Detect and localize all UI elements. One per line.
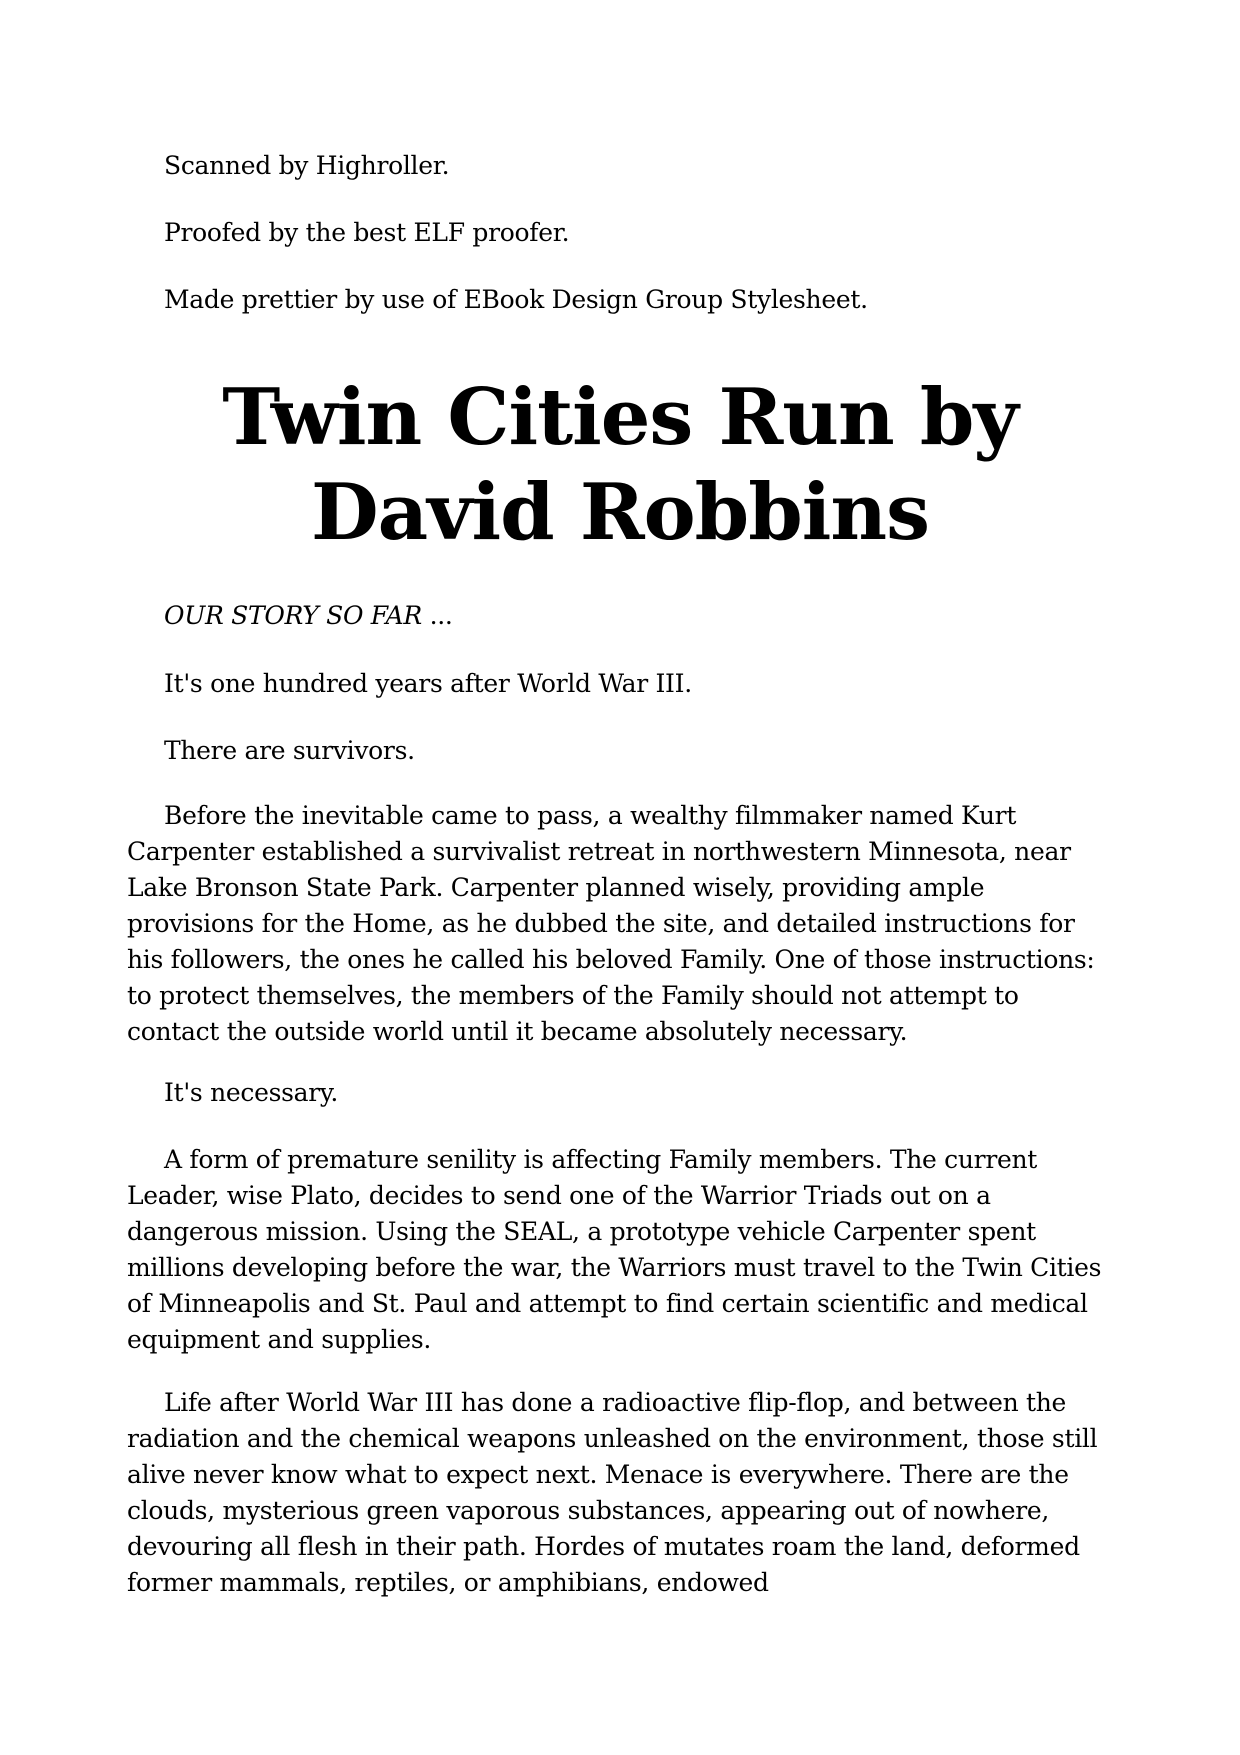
intro-heading [127,598,1117,634]
book-title [0,370,1240,560]
intro-heading-ellipsis: ... [421,601,453,630]
paragraph-3: Before the inevitable came to pass, a wealthy filmmaker named Kurt Carpenter established a survivalist retreat in northwestern Minnesota, near Lake Bronson State Park. Carpenter planned wisely, providing ample provisions for the Home, as he dubbed the site, and detailed instructions for his followers, the ones he called his beloved Family. One of those instructions: to protect themselves, the members of the Family should not attempt to contact the outside world until it became absolutely necessary. [127,801,1095,1046]
credit-scanned: Scanned by Highroller. [164,151,450,180]
credit-stylesheet: Made prettier by use of EBook Design Group Stylesheet. [164,285,868,314]
paragraph-1: It's one hundred years after World War III. [164,669,692,698]
paragraph-5: A form of premature senility is affecting Family members. The current Leader, wise Plato, decides to send one of the Warrior Triads out on a dangerous mission. Using the SEAL, a prototype vehicle Carpenter spent millions developing before the war, the Warriors must travel to the Twin Cities of Minneapolis and St. Paul and attempt to find certain scientific and medical equipment and supplies. [127,1145,1102,1354]
title-line-1: Twin Cities Run by [222,372,1018,463]
credit-proofed: Proofed by the best ELF proofer. [164,218,570,247]
paragraph-2: There are survivors. [164,736,415,765]
paragraph-4: It's necessary. [164,1078,339,1107]
intro-heading-italic: OUR STORY SO FAR [164,601,422,630]
paragraph-6: Life after World War III has done a radioactive flip-flop, and between the radiation and the chemical weapons unleashed on the environment, those still alive never know what to expect next. Menace is everywhere. There are the clouds, mysterious green vaporous substances, appearing out of nowhere, devouring all flesh in their path. Hordes of mutates roam the land, deformed former mammals, reptiles, or amphibians, endowed [127,1388,1098,1597]
title-line-2: David Robbins [310,467,929,558]
